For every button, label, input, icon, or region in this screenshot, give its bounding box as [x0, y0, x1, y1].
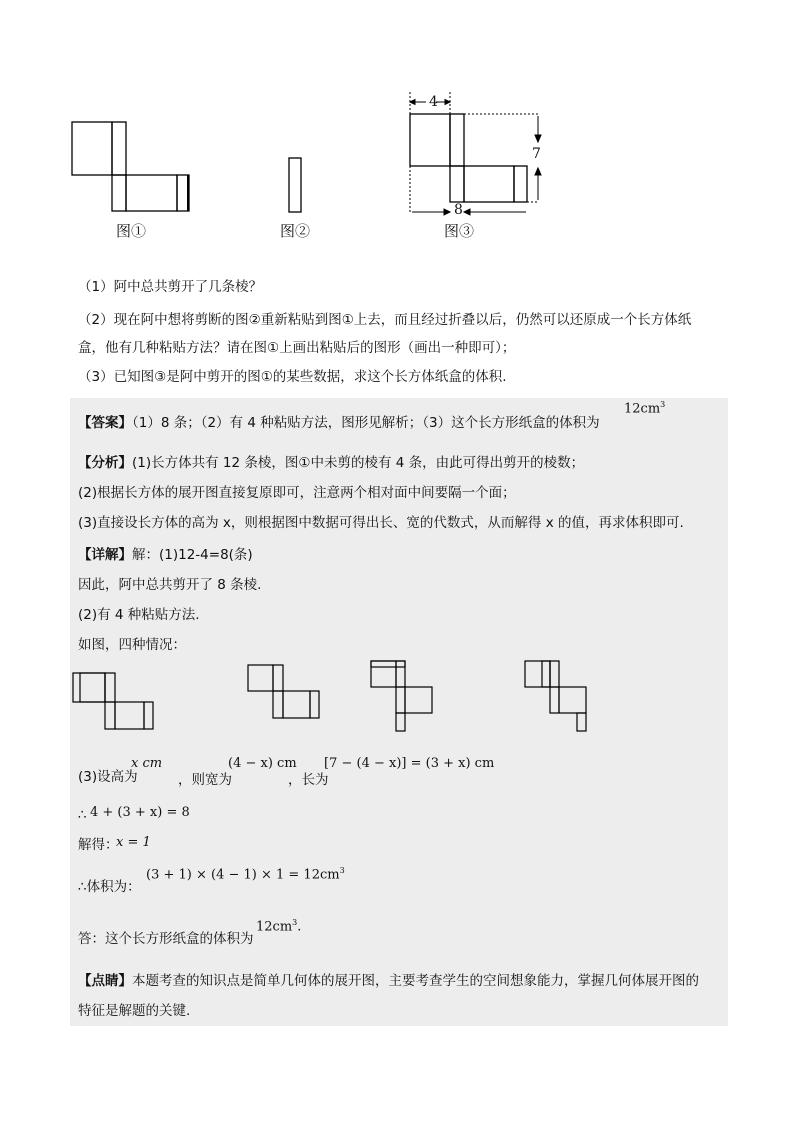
analysis-line-3: (3)直接设长方体的高为 x，则根据图中数据可得出长、宽的代数式，从而解得 x 的值，再求体积即可. — [78, 515, 684, 531]
detail-line-8: ∴体积为： — [78, 879, 141, 895]
figure-3-caption: 图③ — [444, 222, 475, 240]
math-length: [7 − (4 − x)] = (3 + x) cm — [324, 756, 495, 771]
comment-line-1: 【点睛】本题考查的知识点是简单几何体的展开图，主要考查学生的空间想象能力，掌握几何体展开图的 — [78, 973, 699, 989]
paste-method-2 — [244, 662, 324, 722]
detail-line-1: 【详解】解：(1)12-4=8(条) — [78, 547, 253, 563]
question-1: （1）阿中总共剪开了几条棱？ — [78, 279, 263, 295]
math-final: $12cm^3$. — [256, 918, 302, 935]
comment-line-2: 特征是解题的关键. — [78, 1003, 191, 1019]
answer-text: （1）8 条；（2）有 4 种粘贴方法，图形见解析；（3）这个长方形纸盒的体积为 — [132, 415, 600, 431]
math-volume: $(3 + 1) \times (4 - 1) \times 1 = 12cm^3$ — [146, 866, 345, 883]
answer-line — [78, 414, 600, 432]
answer-math: $12cm^3$ — [624, 400, 666, 417]
paste-method-3 — [368, 658, 440, 734]
figure-1 — [60, 110, 210, 220]
question-2-line-1: （2）现在阿中想将剪断的图②重新粘贴到图①上去，而且经过折叠以后，仍然可以还原成一个长方体纸 — [78, 312, 692, 328]
analysis-line-1: 【分析】(1)长方体共有 12 条棱，图①中未剪的棱有 4 条，由此可得出剪开的棱数； — [78, 455, 585, 471]
analysis-line-2: (2)根据长方体的展开图直接复原即可，注意两个相对面中间要隔一个面； — [78, 485, 516, 501]
question-3: （3）已知图③是阿中剪开的图①的某些数据，求这个长方体纸盒的体积. — [78, 369, 507, 385]
math-width: (4 − x) cm — [228, 756, 297, 771]
answer-label: 【答案】 — [78, 415, 132, 431]
figure-2-caption: 图② — [280, 222, 311, 240]
detail-line-6: ∴ — [78, 807, 87, 823]
math-height: x cm — [131, 756, 163, 771]
detail-line-3: (2)有 4 种粘贴方法. — [78, 607, 200, 623]
detail-line-9: 答：这个长方形纸盒的体积为 — [78, 931, 254, 947]
paste-method-1 — [70, 668, 160, 734]
detail-line-5: (3)设高为 — [78, 769, 138, 785]
figure-1-caption: 图① — [116, 222, 147, 240]
paste-method-4 — [522, 658, 594, 734]
figure-3-label-7: 7 — [532, 146, 541, 162]
figure-3-label-8: 8 — [454, 202, 463, 218]
detail-block — [70, 542, 728, 956]
figure-2 — [285, 155, 305, 215]
detail-line-7: 解得： — [78, 837, 119, 853]
detail-line-5-b: ，则宽为 — [178, 772, 232, 788]
detail-line-5-c: ，长为 — [288, 772, 329, 788]
math-equation: 4 + (3 + x) = 8 — [90, 805, 190, 820]
figure-3-label-4: 4 — [429, 94, 438, 110]
detail-line-4: 如图，四种情况： — [78, 637, 186, 653]
math-solution: x = 1 — [116, 835, 151, 850]
detail-line-2: 因此，阿中总共剪开了 8 条棱. — [78, 577, 262, 593]
question-2-line-2: 盒，他有几种粘贴方法？请在图①上画出粘贴后的图形（画出一种即可）； — [78, 340, 516, 356]
